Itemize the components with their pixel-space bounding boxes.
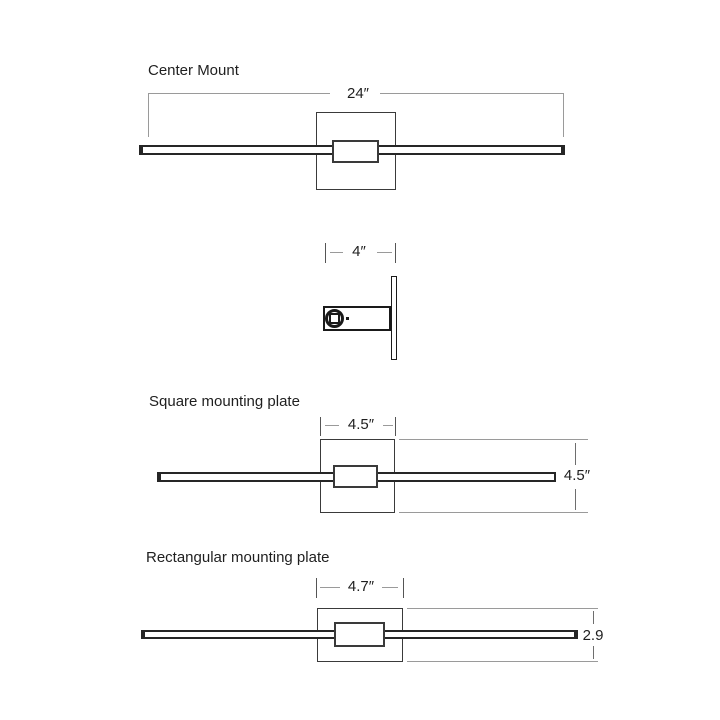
extension-line bbox=[407, 661, 598, 662]
dimension-tick bbox=[395, 417, 396, 436]
extension-line bbox=[148, 93, 149, 137]
side-view-plate-edge bbox=[391, 276, 397, 360]
dimension-tick bbox=[325, 243, 326, 263]
dimension-label-depth: 4″ bbox=[343, 244, 375, 260]
tube-end-square bbox=[329, 313, 340, 324]
dimension-tick bbox=[403, 578, 404, 598]
center-body-box bbox=[332, 140, 379, 163]
dimension-label-plate-height: 2.9 bbox=[578, 628, 608, 644]
dimension-tick bbox=[316, 578, 317, 598]
bar-end-cap-left bbox=[139, 145, 143, 155]
section-title-rect-plate: Rectangular mounting plate bbox=[146, 549, 330, 566]
dimension-line-vertical bbox=[593, 611, 594, 624]
extension-line bbox=[399, 512, 588, 513]
center-body-box bbox=[334, 622, 385, 647]
dimension-line bbox=[148, 93, 330, 94]
dimension-label-plate-width: 4.7″ bbox=[340, 579, 382, 595]
bar-end-cap-left bbox=[141, 630, 145, 639]
bar-end-cap-right bbox=[561, 145, 565, 155]
extension-line bbox=[399, 439, 588, 440]
bar-end-cap-left bbox=[157, 472, 161, 482]
dimension-tick bbox=[320, 417, 321, 436]
section-title-square-plate: Square mounting plate bbox=[149, 393, 300, 410]
dimension-line-vertical bbox=[575, 443, 576, 465]
dimension-line-vertical bbox=[575, 489, 576, 510]
dimension-label-plate-width: 4.5″ bbox=[339, 417, 383, 433]
dimension-line bbox=[377, 252, 392, 253]
dimension-line-vertical bbox=[593, 646, 594, 659]
set-screw-dot bbox=[346, 317, 349, 320]
extension-line bbox=[407, 608, 598, 609]
dimension-tick bbox=[395, 243, 396, 263]
extension-line bbox=[563, 93, 564, 137]
dimension-label-plate-height: 4.5″ bbox=[556, 468, 598, 484]
center-body-box bbox=[333, 465, 378, 488]
dimension-line bbox=[376, 93, 563, 94]
section-title-center-mount: Center Mount bbox=[148, 62, 239, 79]
dimension-label-width: 24″ bbox=[336, 86, 380, 102]
